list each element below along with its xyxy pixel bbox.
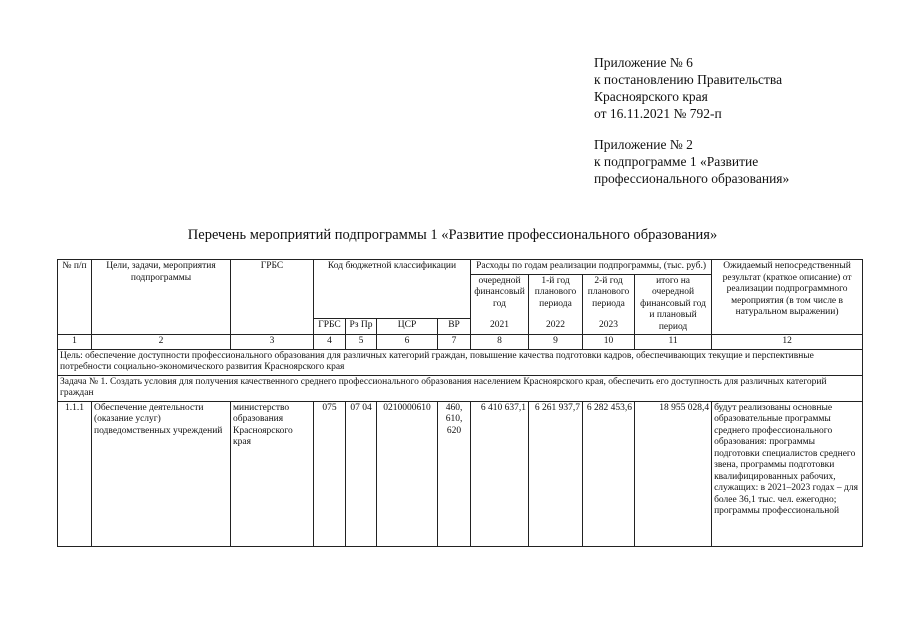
row-measure-name: Обеспечение деятельности (оказание услуг) подведомственных учреждений	[92, 401, 231, 546]
header-year-2022: 2022	[529, 319, 583, 335]
header-csr: ЦСР	[377, 319, 438, 335]
col-number: 3	[231, 335, 314, 350]
appendix6-line4: от 16.11.2021 № 792-п	[594, 106, 722, 121]
col-number: 4	[314, 335, 346, 350]
col-number: 10	[583, 335, 635, 350]
header-rzpr: Рз Пр	[346, 319, 377, 335]
table-row	[58, 401, 863, 546]
appendix6-line1: Приложение № 6	[594, 55, 693, 70]
row-number: 1.1.1	[58, 401, 92, 546]
header-year-2023: 2023	[583, 319, 635, 335]
header-year-2021: 2021	[471, 319, 529, 335]
row-total: 18 955 028,4	[635, 401, 712, 546]
header-grbs: ГРБС	[231, 260, 314, 335]
header-total: итого на очередной финансовый год и плановый период	[635, 274, 712, 335]
row-rzpr: 07 04	[346, 401, 377, 546]
appendix6-line3: Красноярского края	[594, 89, 708, 104]
task-text: Задача № 1. Создать условия для получения качественного среднего профессионального образования населением Красноярского края, обеспечить его доступность для различных категорий граждан	[58, 375, 863, 401]
header-plan-year2: 2-й год планового периода	[583, 274, 635, 319]
column-number-row	[58, 335, 863, 350]
appendix2-line2: к подпрограмме 1 «Развитие	[594, 154, 759, 169]
header-result: Ожидаемый непосредственный результат (краткое описание) от реализации подпрограммного мероприятия (в том числе в натуральном выражении)	[712, 260, 863, 335]
header-num: № п/п	[58, 260, 92, 335]
row-vr: 460, 610, 620	[438, 401, 471, 546]
goal-row	[58, 349, 863, 375]
col-number: 1	[58, 335, 92, 350]
header-budget-code: Код бюджетной классификации	[314, 260, 471, 319]
row-value-2021: 6 410 637,1	[471, 401, 529, 546]
col-number: 6	[377, 335, 438, 350]
header-expenses: Расходы по годам реализации подпрограммы, (тыс. руб.)	[471, 260, 712, 275]
measures-table	[57, 259, 863, 547]
col-number: 9	[529, 335, 583, 350]
col-number: 7	[438, 335, 471, 350]
col-number: 12	[712, 335, 863, 350]
header-goals: Цели, задачи, мероприятия подпрограммы	[92, 260, 231, 335]
col-number: 5	[346, 335, 377, 350]
header-current-year: очередной финансовый год	[471, 274, 529, 319]
row-result: будут реализованы основные образовательные программы среднего профессионального образования: программы подготовки специалистов среднего звена, программы подготовки квалифицированных рабочих, служащих: в 2021–2023 годах – для более 36,1 тыс. чел. ежегодно; программы профессиональной	[712, 401, 863, 546]
col-number: 2	[92, 335, 231, 350]
row-csr: 0210000610	[377, 401, 438, 546]
row-value-2023: 6 282 453,6	[583, 401, 635, 546]
row-grbs: министерство образования Красноярского края	[231, 401, 314, 546]
row-grbs-code: 075	[314, 401, 346, 546]
appendix-header	[594, 54, 789, 187]
col-number: 11	[635, 335, 712, 350]
header-plan-year1: 1-й год планового периода	[529, 274, 583, 319]
document-title: Перечень мероприятий подпрограммы 1 «Развитие профессионального образования»	[187, 227, 718, 243]
header-grbs-code: ГРБС	[314, 319, 346, 335]
appendix6-line2: к постановлению Правительства	[594, 72, 783, 87]
goal-text: Цель: обеспечение доступности профессионального образования для различных категорий граждан, повышение качества подготовки кадров, обеспечивающих текущие и перспективные потребности социально-экономического развития Красноярского края	[58, 349, 863, 375]
appendix2-line1: Приложение № 2	[594, 137, 693, 152]
header-vr: ВР	[438, 319, 471, 335]
appendix2-line3: профессионального образования»	[594, 171, 790, 186]
task-row	[58, 375, 863, 401]
row-value-2022: 6 261 937,7	[529, 401, 583, 546]
col-number: 8	[471, 335, 529, 350]
